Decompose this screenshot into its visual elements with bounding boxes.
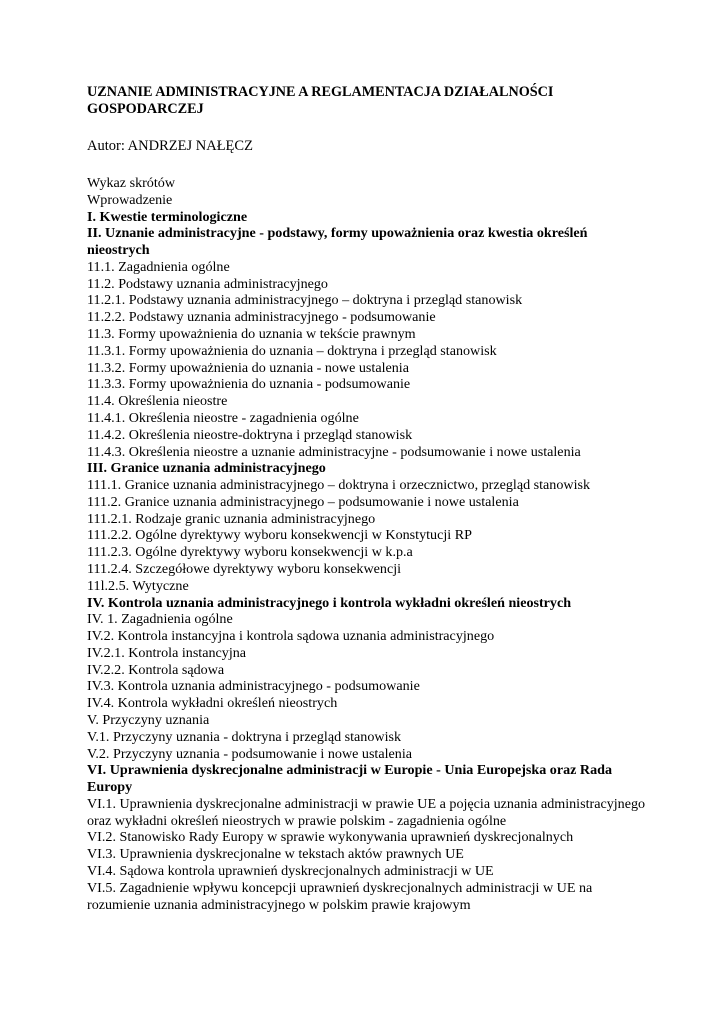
toc-entry: Wykaz skrótów [87,175,175,191]
toc-entry: 11.4.1. Określenia nieostre - zagadnienia ogólne [87,409,359,426]
toc-entry: 11.2.1. Podstawy uznania administracyjnego – doktryna i przegląd stanowisk [87,292,523,309]
toc-entry: IV.2.2. Kontrola sądowa [87,661,225,678]
toc-entry: 111.2.1. Rodzaje granic uznania administracyjnego [87,510,376,527]
toc-entry: 11.4. Określenia nieostre [87,393,228,410]
toc-entry: V.1. Przyczyny uznania - doktryna i przegląd stanowisk [87,728,402,745]
toc-entry: VI.1. Uprawnienia dyskrecjonalne administracji w prawie UE a pojęcia uznania administracyjnego oraz wykładni określeń nieostrych w prawie polskim - zagadnienia ogólne [87,795,646,829]
toc-entry: VI.4. Sądowa kontrola uprawnień dyskrecjonalnych administracji w UE [87,863,494,880]
toc-entry: IV.2. Kontrola instancyjna i kontrola sądowa uznania administracyjnego [87,628,495,645]
document-content [87,84,647,913]
toc-entry: IV.4. Kontrola wykładni określeń nieostrych [87,695,338,712]
toc-entry: 11.3.2. Formy upoważnienia do uznania - nowe ustalenia [87,359,409,376]
toc-entry: VI.2. Stanowisko Rady Europy w sprawie wykonywania uprawnień dyskrecjonalnych [87,829,574,846]
toc-entry: 11.3. Formy upoważnienia do uznania w tekście prawnym [87,326,416,343]
toc-entry: V. Przyczyny uznania [87,712,210,728]
document-author: Autor: ANDRZEJ NAŁĘCZ [87,138,253,154]
toc-entry: VI.5. Zagadnienie wpływu koncepcji uprawnień dyskrecjonalnych administracji w UE na rozumienie uznania administracyjnego w polskim prawie krajowym [87,879,593,913]
toc-entry: VI.3. Uprawnienia dyskrecjonalne w tekstach aktów prawnych UE [87,846,464,863]
toc-entry: IV.2.1. Kontrola instancyjna [87,644,247,661]
toc-entry: 111.1. Granice uznania administracyjnego – doktryna i orzecznictwo, przegląd stanowisk [87,477,591,494]
toc-entry: 111.2.2. Ogólne dyrektywy wyboru konsekwencji w Konstytucji RP [87,527,472,544]
toc-entry: 11.2.2. Podstawy uznania administracyjnego - podsumowanie [87,309,436,326]
toc-chapter-heading: IV. Kontrola uznania administracyjnego i kontrola wykładni określeń nieostrych [87,594,572,611]
toc-entry: Wprowadzenie [87,191,173,208]
toc-entry: IV.3. Kontrola uznania administracyjnego - podsumowanie [87,678,420,695]
toc-chapter-heading: VI. Uprawnienia dyskrecjonalne administracji w Europie - Unia Europejska oraz Rada Europy [87,762,613,796]
toc-entry: 11.2. Podstawy uznania administracyjnego [87,275,328,292]
toc-chapter-heading: III. Granice uznania administracyjnego [87,460,326,477]
toc-entry: 11.3.1. Formy upoważnienia do uznania – doktryna i przegląd stanowisk [87,342,497,359]
toc-chapter-heading: II. Uznanie administracyjne - podstawy, formy upoważnienia oraz kwestia określeń nieostrych [87,225,588,259]
toc-entry: 11.1. Zagadnienia ogólne [87,258,230,275]
toc-entry: 111.2. Granice uznania administracyjnego – podsumowanie i nowe ustalenia [87,493,519,510]
toc-entry: 111.2.3. Ogólne dyrektywy wyboru konsekwencji w k.p.a [87,544,413,561]
toc-entry: 11.3.3. Formy upoważnienia do uznania - podsumowanie [87,376,411,393]
toc-entry: 111.2.4. Szczegółowe dyrektywy wyboru konsekwencji [87,560,402,577]
table-of-contents [87,175,647,913]
toc-entry: V.2. Przyczyny uznania - podsumowanie i nowe ustalenia [87,745,412,762]
toc-chapter-heading: I. Kwestie terminologiczne [87,208,248,225]
toc-entry: 11.4.3. Określenia nieostre a uznanie administracyjne - podsumowanie i nowe ustalenia [87,443,581,460]
toc-entry: 11.4.2. Określenia nieostre-doktryna i przegląd stanowisk [87,426,413,443]
document-title: UZNANIE ADMINISTRACYJNE A REGLAMENTACJA DZIAŁALNOŚCI GOSPODARCZEJ [87,84,554,117]
toc-entry: IV. 1. Zagadnienia ogólne [87,611,233,628]
toc-entry: 11l.2.5. Wytyczne [87,577,189,594]
